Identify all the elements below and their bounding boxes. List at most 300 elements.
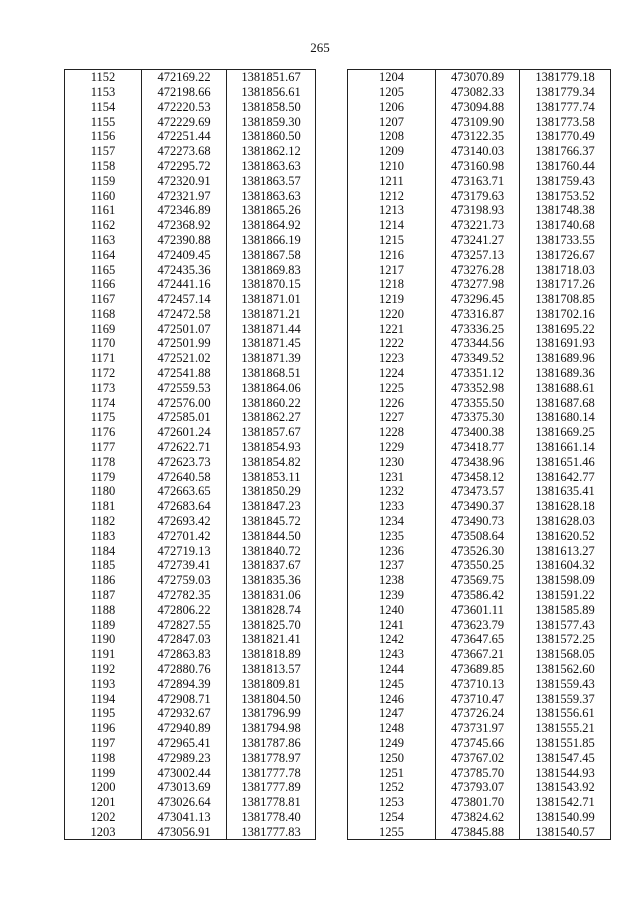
y-coordinate-cell: 1381547.45 <box>520 751 611 766</box>
table-row <box>348 632 611 647</box>
point-number-cell: 1181 <box>65 499 142 514</box>
x-coordinate-cell: 473490.73 <box>436 514 520 529</box>
table-row <box>65 751 316 766</box>
table-row <box>65 218 316 233</box>
y-coordinate-cell: 1381821.41 <box>227 632 316 647</box>
x-coordinate-cell: 472251.44 <box>142 129 227 144</box>
table-row <box>65 677 316 692</box>
y-coordinate-cell: 1381543.92 <box>520 780 611 795</box>
table-row <box>348 188 611 203</box>
point-number-cell: 1178 <box>65 455 142 470</box>
table-row <box>348 144 611 159</box>
x-coordinate-cell: 472441.16 <box>142 277 227 292</box>
table-row <box>65 647 316 662</box>
table-row <box>348 410 611 425</box>
point-number-cell: 1164 <box>65 248 142 263</box>
point-number-cell: 1180 <box>65 484 142 499</box>
y-coordinate-cell: 1381542.71 <box>520 795 611 810</box>
point-number-cell: 1207 <box>348 114 436 129</box>
y-coordinate-cell: 1381773.58 <box>520 114 611 129</box>
x-coordinate-cell: 473026.64 <box>142 795 227 810</box>
table-row <box>348 617 611 632</box>
point-number-cell: 1198 <box>65 751 142 766</box>
x-coordinate-cell: 473667.21 <box>436 647 520 662</box>
point-number-cell: 1245 <box>348 677 436 692</box>
x-coordinate-cell: 473473.57 <box>436 484 520 499</box>
x-coordinate-cell: 472932.67 <box>142 706 227 721</box>
x-coordinate-cell: 472719.13 <box>142 544 227 559</box>
point-number-cell: 1184 <box>65 544 142 559</box>
x-coordinate-cell: 472640.58 <box>142 470 227 485</box>
table-row <box>348 529 611 544</box>
y-coordinate-cell: 1381828.74 <box>227 603 316 618</box>
point-number-cell: 1234 <box>348 514 436 529</box>
point-number-cell: 1230 <box>348 455 436 470</box>
point-number-cell: 1190 <box>65 632 142 647</box>
x-coordinate-cell: 473241.27 <box>436 233 520 248</box>
table-row <box>65 662 316 677</box>
point-number-cell: 1168 <box>65 307 142 322</box>
point-number-cell: 1255 <box>348 825 436 840</box>
table-row <box>65 366 316 381</box>
table-row <box>348 100 611 115</box>
table-row <box>348 736 611 751</box>
point-number-cell: 1250 <box>348 751 436 766</box>
y-coordinate-cell: 1381863.63 <box>227 188 316 203</box>
table-row <box>65 588 316 603</box>
table-row <box>348 218 611 233</box>
y-coordinate-cell: 1381862.12 <box>227 144 316 159</box>
y-coordinate-cell: 1381778.81 <box>227 795 316 810</box>
x-coordinate-cell: 473351.12 <box>436 366 520 381</box>
point-number-cell: 1224 <box>348 366 436 381</box>
x-coordinate-cell: 472295.72 <box>142 159 227 174</box>
y-coordinate-cell: 1381847.23 <box>227 499 316 514</box>
y-coordinate-cell: 1381871.44 <box>227 322 316 337</box>
point-number-cell: 1217 <box>348 262 436 277</box>
table-row <box>348 470 611 485</box>
point-number-cell: 1240 <box>348 603 436 618</box>
table-row <box>348 706 611 721</box>
y-coordinate-cell: 1381753.52 <box>520 188 611 203</box>
point-number-cell: 1226 <box>348 396 436 411</box>
point-number-cell: 1173 <box>65 381 142 396</box>
point-number-cell: 1241 <box>348 617 436 632</box>
point-number-cell: 1152 <box>65 70 142 85</box>
point-number-cell: 1157 <box>65 144 142 159</box>
y-coordinate-cell: 1381770.49 <box>520 129 611 144</box>
table-row <box>65 529 316 544</box>
table-row <box>348 336 611 351</box>
y-coordinate-cell: 1381559.37 <box>520 691 611 706</box>
table-row <box>65 85 316 100</box>
point-number-cell: 1225 <box>348 381 436 396</box>
x-coordinate-cell: 473623.79 <box>436 617 520 632</box>
y-coordinate-cell: 1381871.21 <box>227 307 316 322</box>
x-coordinate-cell: 473316.87 <box>436 307 520 322</box>
y-coordinate-cell: 1381778.97 <box>227 751 316 766</box>
y-coordinate-cell: 1381858.50 <box>227 100 316 115</box>
table-row <box>348 159 611 174</box>
y-coordinate-cell: 1381544.93 <box>520 765 611 780</box>
x-coordinate-cell: 473824.62 <box>436 810 520 825</box>
table-row <box>348 233 611 248</box>
x-coordinate-cell: 473710.13 <box>436 677 520 692</box>
point-number-cell: 1242 <box>348 632 436 647</box>
point-number-cell: 1243 <box>348 647 436 662</box>
y-coordinate-cell: 1381837.67 <box>227 558 316 573</box>
table-row <box>348 795 611 810</box>
point-number-cell: 1163 <box>65 233 142 248</box>
table-row <box>65 425 316 440</box>
y-coordinate-cell: 1381628.03 <box>520 514 611 529</box>
x-coordinate-cell: 473569.75 <box>436 573 520 588</box>
point-number-cell: 1237 <box>348 558 436 573</box>
table-row <box>348 174 611 189</box>
point-number-cell: 1172 <box>65 366 142 381</box>
point-number-cell: 1231 <box>348 470 436 485</box>
point-number-cell: 1221 <box>348 322 436 337</box>
point-number-cell: 1154 <box>65 100 142 115</box>
x-coordinate-cell: 473198.93 <box>436 203 520 218</box>
point-number-cell: 1196 <box>65 721 142 736</box>
y-coordinate-cell: 1381777.78 <box>227 765 316 780</box>
x-coordinate-cell: 472940.89 <box>142 721 227 736</box>
table-row <box>348 292 611 307</box>
y-coordinate-cell: 1381856.61 <box>227 85 316 100</box>
x-coordinate-cell: 473601.11 <box>436 603 520 618</box>
table-row <box>65 307 316 322</box>
y-coordinate-cell: 1381854.93 <box>227 440 316 455</box>
point-number-cell: 1202 <box>65 810 142 825</box>
point-number-cell: 1203 <box>65 825 142 840</box>
x-coordinate-cell: 472541.88 <box>142 366 227 381</box>
y-coordinate-cell: 1381669.25 <box>520 425 611 440</box>
point-number-cell: 1249 <box>348 736 436 751</box>
point-number-cell: 1159 <box>65 174 142 189</box>
table-row <box>348 248 611 263</box>
y-coordinate-cell: 1381568.05 <box>520 647 611 662</box>
x-coordinate-cell: 472894.39 <box>142 677 227 692</box>
table-row <box>65 470 316 485</box>
table-row <box>65 144 316 159</box>
point-number-cell: 1187 <box>65 588 142 603</box>
point-number-cell: 1186 <box>65 573 142 588</box>
table-row <box>65 440 316 455</box>
point-number-cell: 1169 <box>65 322 142 337</box>
y-coordinate-cell: 1381689.96 <box>520 351 611 366</box>
x-coordinate-cell: 472390.88 <box>142 233 227 248</box>
point-number-cell: 1200 <box>65 780 142 795</box>
table-row <box>65 396 316 411</box>
point-number-cell: 1205 <box>348 85 436 100</box>
x-coordinate-cell: 473508.64 <box>436 529 520 544</box>
x-coordinate-cell: 473056.91 <box>142 825 227 840</box>
point-number-cell: 1222 <box>348 336 436 351</box>
y-coordinate-cell: 1381555.21 <box>520 721 611 736</box>
x-coordinate-cell: 473400.38 <box>436 425 520 440</box>
table-row <box>65 691 316 706</box>
x-coordinate-cell: 472806.22 <box>142 603 227 618</box>
table-row <box>348 262 611 277</box>
x-coordinate-cell: 472622.71 <box>142 440 227 455</box>
table-row <box>65 188 316 203</box>
x-coordinate-cell: 473296.45 <box>436 292 520 307</box>
x-coordinate-cell: 472229.69 <box>142 114 227 129</box>
table-row <box>348 455 611 470</box>
y-coordinate-cell: 1381702.16 <box>520 307 611 322</box>
table-row <box>65 736 316 751</box>
y-coordinate-cell: 1381585.89 <box>520 603 611 618</box>
point-number-cell: 1220 <box>348 307 436 322</box>
x-coordinate-cell: 472521.02 <box>142 351 227 366</box>
y-coordinate-cell: 1381860.22 <box>227 396 316 411</box>
table-row <box>65 203 316 218</box>
x-coordinate-cell: 472559.53 <box>142 381 227 396</box>
point-number-cell: 1189 <box>65 617 142 632</box>
y-coordinate-cell: 1381620.52 <box>520 529 611 544</box>
point-number-cell: 1177 <box>65 440 142 455</box>
point-number-cell: 1215 <box>348 233 436 248</box>
table-row <box>65 292 316 307</box>
y-coordinate-cell: 1381831.06 <box>227 588 316 603</box>
y-coordinate-cell: 1381845.72 <box>227 514 316 529</box>
point-number-cell: 1244 <box>348 662 436 677</box>
x-coordinate-cell: 473767.02 <box>436 751 520 766</box>
x-coordinate-cell: 472435.36 <box>142 262 227 277</box>
point-number-cell: 1179 <box>65 470 142 485</box>
point-number-cell: 1247 <box>348 706 436 721</box>
table-row <box>65 484 316 499</box>
y-coordinate-cell: 1381777.89 <box>227 780 316 795</box>
y-coordinate-cell: 1381867.58 <box>227 248 316 263</box>
y-coordinate-cell: 1381844.50 <box>227 529 316 544</box>
point-number-cell: 1239 <box>348 588 436 603</box>
x-coordinate-cell: 473221.73 <box>436 218 520 233</box>
x-coordinate-cell: 473276.28 <box>436 262 520 277</box>
y-coordinate-cell: 1381854.82 <box>227 455 316 470</box>
point-number-cell: 1153 <box>65 85 142 100</box>
table-row <box>65 514 316 529</box>
y-coordinate-cell: 1381779.34 <box>520 85 611 100</box>
table-row <box>65 721 316 736</box>
x-coordinate-cell: 473355.50 <box>436 396 520 411</box>
point-number-cell: 1236 <box>348 544 436 559</box>
x-coordinate-cell: 472273.68 <box>142 144 227 159</box>
page-number: 265 <box>310 40 330 55</box>
point-number-cell: 1213 <box>348 203 436 218</box>
point-number-cell: 1214 <box>348 218 436 233</box>
x-coordinate-cell: 472321.97 <box>142 188 227 203</box>
x-coordinate-cell: 473418.77 <box>436 440 520 455</box>
x-coordinate-cell: 472908.71 <box>142 691 227 706</box>
y-coordinate-cell: 1381835.36 <box>227 573 316 588</box>
table-row <box>65 322 316 337</box>
x-coordinate-cell: 472739.41 <box>142 558 227 573</box>
point-number-cell: 1155 <box>65 114 142 129</box>
x-coordinate-cell: 473375.30 <box>436 410 520 425</box>
point-number-cell: 1232 <box>348 484 436 499</box>
table-row <box>65 262 316 277</box>
point-number-cell: 1171 <box>65 351 142 366</box>
x-coordinate-cell: 473349.52 <box>436 351 520 366</box>
point-number-cell: 1209 <box>348 144 436 159</box>
y-coordinate-cell: 1381551.85 <box>520 736 611 751</box>
table-row <box>348 425 611 440</box>
table-row <box>65 114 316 129</box>
table-row <box>348 129 611 144</box>
y-coordinate-cell: 1381866.19 <box>227 233 316 248</box>
table-row <box>348 677 611 692</box>
point-number-cell: 1193 <box>65 677 142 692</box>
point-number-cell: 1238 <box>348 573 436 588</box>
x-coordinate-cell: 473526.30 <box>436 544 520 559</box>
point-number-cell: 1210 <box>348 159 436 174</box>
table-row <box>65 795 316 810</box>
point-number-cell: 1175 <box>65 410 142 425</box>
y-coordinate-cell: 1381871.01 <box>227 292 316 307</box>
x-coordinate-cell: 473550.25 <box>436 558 520 573</box>
table-row <box>65 159 316 174</box>
coordinate-table-right <box>347 69 611 840</box>
x-coordinate-cell: 472501.99 <box>142 336 227 351</box>
point-number-cell: 1191 <box>65 647 142 662</box>
y-coordinate-cell: 1381695.22 <box>520 322 611 337</box>
point-number-cell: 1170 <box>65 336 142 351</box>
point-number-cell: 1156 <box>65 129 142 144</box>
table-row <box>65 706 316 721</box>
point-number-cell: 1176 <box>65 425 142 440</box>
y-coordinate-cell: 1381733.55 <box>520 233 611 248</box>
x-coordinate-cell: 472198.66 <box>142 85 227 100</box>
y-coordinate-cell: 1381598.09 <box>520 573 611 588</box>
table-row <box>65 336 316 351</box>
table-row <box>348 691 611 706</box>
y-coordinate-cell: 1381778.40 <box>227 810 316 825</box>
coordinate-table-left <box>64 69 316 840</box>
y-coordinate-cell: 1381604.32 <box>520 558 611 573</box>
table-row <box>348 721 611 736</box>
y-coordinate-cell: 1381540.99 <box>520 810 611 825</box>
table-row <box>348 573 611 588</box>
y-coordinate-cell: 1381796.99 <box>227 706 316 721</box>
point-number-cell: 1183 <box>65 529 142 544</box>
x-coordinate-cell: 472220.53 <box>142 100 227 115</box>
point-number-cell: 1158 <box>65 159 142 174</box>
table-row <box>348 307 611 322</box>
point-number-cell: 1211 <box>348 174 436 189</box>
y-coordinate-cell: 1381818.89 <box>227 647 316 662</box>
y-coordinate-cell: 1381809.81 <box>227 677 316 692</box>
table-row <box>65 573 316 588</box>
x-coordinate-cell: 473438.96 <box>436 455 520 470</box>
x-coordinate-cell: 473082.33 <box>436 85 520 100</box>
table-row <box>348 765 611 780</box>
y-coordinate-cell: 1381870.15 <box>227 277 316 292</box>
point-number-cell: 1219 <box>348 292 436 307</box>
x-coordinate-cell: 473140.03 <box>436 144 520 159</box>
point-number-cell: 1229 <box>348 440 436 455</box>
point-number-cell: 1218 <box>348 277 436 292</box>
x-coordinate-cell: 473002.44 <box>142 765 227 780</box>
table-row <box>65 277 316 292</box>
table-row <box>65 810 316 825</box>
y-coordinate-cell: 1381859.30 <box>227 114 316 129</box>
point-number-cell: 1206 <box>348 100 436 115</box>
x-coordinate-cell: 473785.70 <box>436 765 520 780</box>
y-coordinate-cell: 1381689.36 <box>520 366 611 381</box>
table-row <box>348 203 611 218</box>
y-coordinate-cell: 1381864.06 <box>227 381 316 396</box>
y-coordinate-cell: 1381864.92 <box>227 218 316 233</box>
table-row <box>348 825 611 840</box>
y-coordinate-cell: 1381591.22 <box>520 588 611 603</box>
table-row <box>348 70 611 85</box>
point-number-cell: 1161 <box>65 203 142 218</box>
table-row <box>348 114 611 129</box>
x-coordinate-cell: 473041.13 <box>142 810 227 825</box>
y-coordinate-cell: 1381779.18 <box>520 70 611 85</box>
point-number-cell: 1182 <box>65 514 142 529</box>
table-row <box>348 396 611 411</box>
x-coordinate-cell: 472863.83 <box>142 647 227 662</box>
x-coordinate-cell: 473745.66 <box>436 736 520 751</box>
point-number-cell: 1233 <box>348 499 436 514</box>
x-coordinate-cell: 473726.24 <box>436 706 520 721</box>
y-coordinate-cell: 1381853.11 <box>227 470 316 485</box>
y-coordinate-cell: 1381863.57 <box>227 174 316 189</box>
y-coordinate-cell: 1381759.43 <box>520 174 611 189</box>
table-row <box>65 248 316 263</box>
table-row <box>348 810 611 825</box>
y-coordinate-cell: 1381850.29 <box>227 484 316 499</box>
y-coordinate-cell: 1381642.77 <box>520 470 611 485</box>
point-number-cell: 1197 <box>65 736 142 751</box>
table-row <box>65 603 316 618</box>
x-coordinate-cell: 473458.12 <box>436 470 520 485</box>
x-coordinate-cell: 473689.85 <box>436 662 520 677</box>
x-coordinate-cell: 472409.45 <box>142 248 227 263</box>
point-number-cell: 1251 <box>348 765 436 780</box>
y-coordinate-cell: 1381748.38 <box>520 203 611 218</box>
y-coordinate-cell: 1381635.41 <box>520 484 611 499</box>
x-coordinate-cell: 473586.42 <box>436 588 520 603</box>
x-coordinate-cell: 473122.35 <box>436 129 520 144</box>
table-row <box>348 85 611 100</box>
table-body <box>65 70 316 840</box>
x-coordinate-cell: 472880.76 <box>142 662 227 677</box>
x-coordinate-cell: 473845.88 <box>436 825 520 840</box>
table-row <box>65 499 316 514</box>
y-coordinate-cell: 1381869.83 <box>227 262 316 277</box>
x-coordinate-cell: 473731.97 <box>436 721 520 736</box>
x-coordinate-cell: 473336.25 <box>436 322 520 337</box>
point-number-cell: 1235 <box>348 529 436 544</box>
point-number-cell: 1160 <box>65 188 142 203</box>
point-number-cell: 1195 <box>65 706 142 721</box>
point-number-cell: 1162 <box>65 218 142 233</box>
table-row <box>348 780 611 795</box>
y-coordinate-cell: 1381871.45 <box>227 336 316 351</box>
table-body <box>348 70 611 840</box>
y-coordinate-cell: 1381840.72 <box>227 544 316 559</box>
point-number-cell: 1246 <box>348 691 436 706</box>
point-number-cell: 1167 <box>65 292 142 307</box>
x-coordinate-cell: 473352.98 <box>436 381 520 396</box>
x-coordinate-cell: 473801.70 <box>436 795 520 810</box>
y-coordinate-cell: 1381865.26 <box>227 203 316 218</box>
x-coordinate-cell: 473013.69 <box>142 780 227 795</box>
